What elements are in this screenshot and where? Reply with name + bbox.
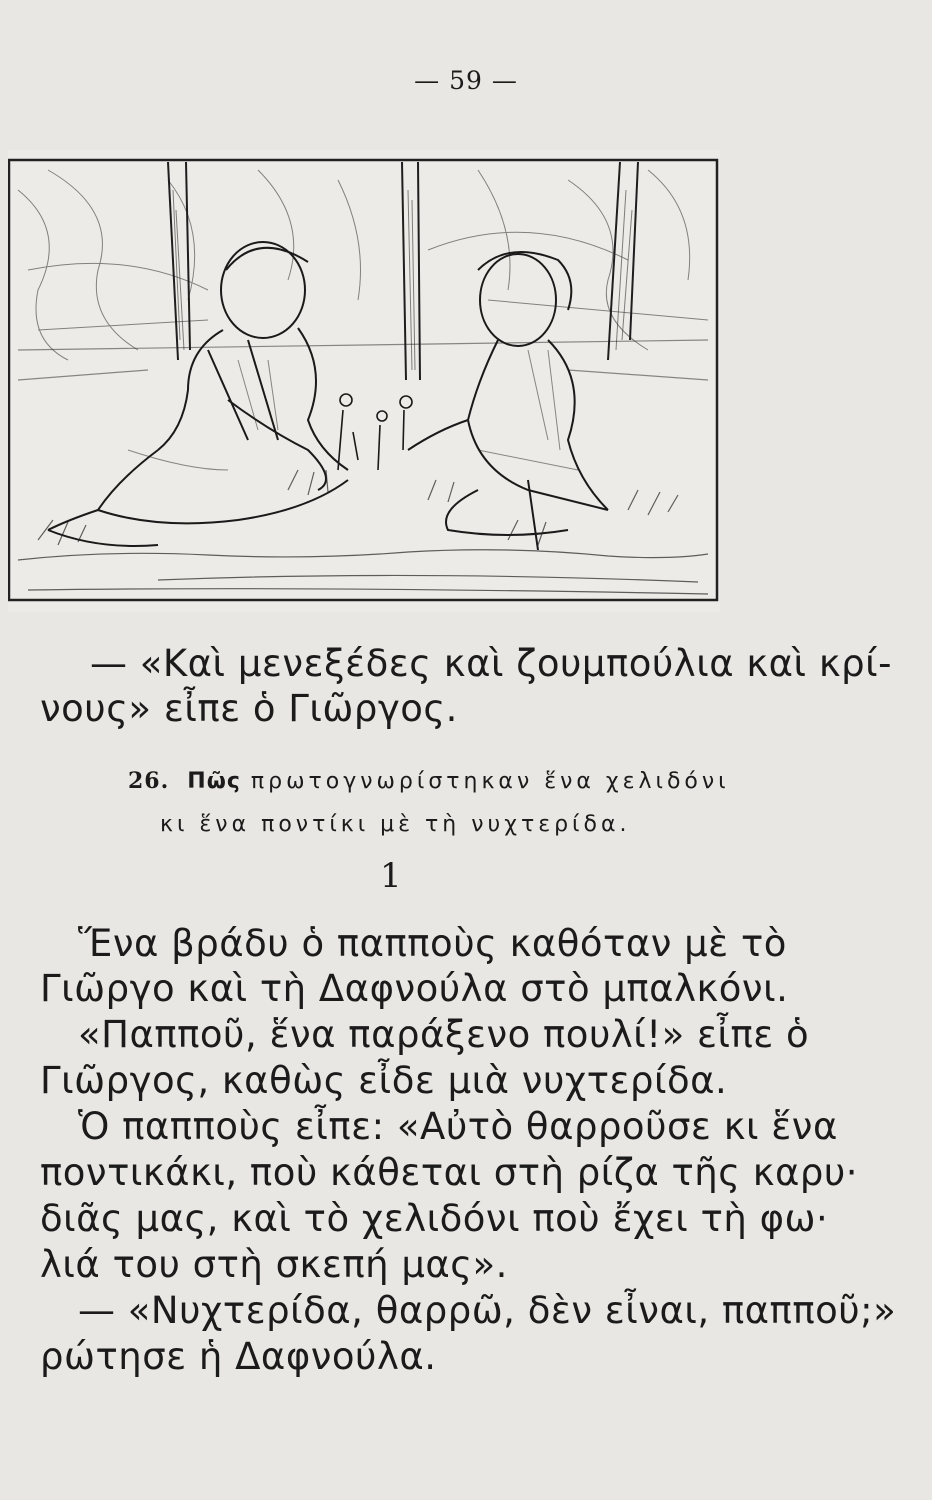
body-line-6: ποντικάκι, ποὺ κάθεται στὴ ρίζα τῆς καρυ· [40, 1151, 859, 1194]
page-number: — 59 — [414, 66, 518, 95]
section-number: 1 [380, 856, 402, 896]
body-line-3: «Παπποῦ, ἕνα παράξενο πουλί!» εἶπε ὁ [78, 1013, 810, 1056]
body-line-4: Γιῶργος, καθὼς εἶδε μιὰ νυχτερίδα. [40, 1059, 728, 1102]
caption-line-1: — «Καὶ μενεξέδες καὶ ζουμπούλια καὶ κρί- [90, 642, 893, 685]
body-line-10: ρώτησε ἡ Δαφνούλα. [40, 1335, 437, 1378]
chapter-number: 26. [128, 768, 170, 794]
body-line-1: Ἕνα βράδυ ὁ παπποὺς καθόταν μὲ τὸ [78, 922, 787, 965]
caption-line-2: νους» εἶπε ὁ Γιῶργος. [40, 687, 458, 730]
body-line-8: λιά του στὴ σκεπή μας». [40, 1243, 508, 1286]
engraving-icon [8, 150, 720, 612]
chapter-heading-line-1 [128, 770, 730, 793]
body-line-7: διᾶς μας, καὶ τὸ χελιδόνι ποὺ ἔχει τὴ φω· [40, 1197, 829, 1240]
chapter-title-lead: Πῶς [187, 769, 241, 794]
illustration-two-children-picking-flowers-icon [8, 150, 720, 612]
body-line-9: — «Νυχτερίδα, θαρρῶ, δὲν εἶναι, παπποῦ;» [78, 1289, 897, 1332]
body-line-2: Γιῶργο καὶ τὴ Δαφνούλα στὸ μπαλκόνι. [40, 967, 789, 1010]
chapter-heading-line-2: κι ἕνα ποντίκι μὲ τὴ νυχτερίδα. [160, 812, 631, 837]
body-line-5: Ὁ παπποὺς εἶπε: «Αὐτὸ θαρροῦσε κι ἕνα [78, 1105, 838, 1148]
chapter-title-rest: πρωτογνωρίστηκαν ἕνα χελιδόνι [250, 769, 730, 794]
